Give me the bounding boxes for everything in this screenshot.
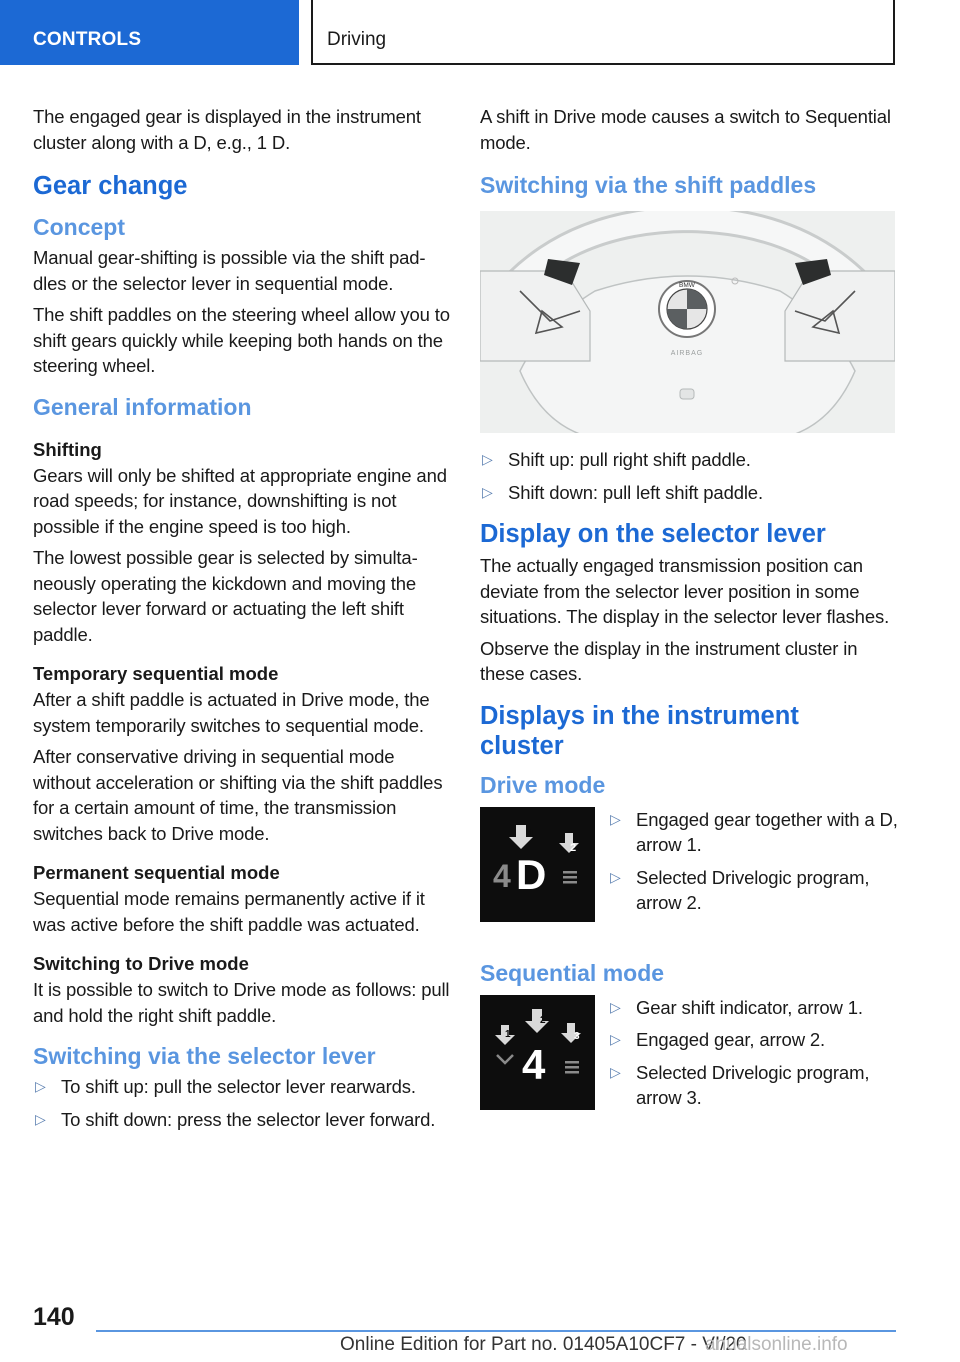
temp-seq-paragraph-2: After conservative driving in sequential mode without acceleration or shifting via the shift paddles for a certain amount of time, the transmission switches back to Drive mode. — [33, 746, 443, 844]
heading-switch-via-paddles: Switching via the shift paddles — [480, 172, 817, 198]
list-item: ▷ Engaged gear, arrow 2. — [608, 1027, 900, 1053]
heading-gear-change: Gear change — [33, 172, 188, 200]
heading-sequential-mode: Sequential mode — [480, 959, 665, 986]
drive-arrow-2-label: 2 — [570, 841, 577, 854]
heading-temporary-sequential: Temporary sequential mode — [33, 663, 279, 684]
list-item: ▷ Shift down: pull left shift paddle. — [480, 480, 900, 506]
list-item: ▷ Gear shift indicator, arrow 1. — [608, 995, 900, 1021]
bullet-icon: ▷ — [482, 451, 493, 467]
bullet-icon: ▷ — [610, 1063, 621, 1080]
bullet-icon: ▷ — [610, 868, 621, 885]
heading-shifting: Shifting — [33, 438, 102, 460]
seq-arrow-1-label: 1 — [505, 1028, 511, 1040]
concept-paragraph-2: The shift paddles on the steering wheel allow you to shift gears quickly while keeping both hands on the steering wheel. — [33, 304, 450, 376]
sequential-mode-display — [480, 995, 595, 1110]
temp-seq-paragraph-1: After a shift paddle is actuated in Drive mode, the system temporarily switches to sequential mode. — [33, 689, 430, 736]
heading-displays-instrument-cluster: Displays in the instrument cluster — [480, 701, 799, 760]
list-item: ▷ To shift up: pull the selector lever rearwards. — [33, 1074, 451, 1100]
wheel-logo-text: BMW — [679, 282, 695, 289]
heading-switch-to-drive: Switching to Drive mode — [33, 953, 249, 974]
list-item: ▷ Selected Drivelogic program, arrow 3. — [610, 1061, 870, 1108]
section-title: CONTROLS — [33, 29, 142, 50]
wheel-airbag-text: AIRBAG — [670, 350, 704, 357]
sequential-mode-row — [480, 995, 900, 1118]
seq-arrow-3-label: 3 — [574, 1030, 580, 1042]
heading-permanent-sequential: Permanent sequential mode — [33, 862, 280, 883]
lever-list — [33, 1074, 451, 1132]
display-lever-paragraph-2: Observe the display in the instrument cluster in these cases. — [480, 637, 858, 684]
steering-wheel-illustration — [480, 211, 895, 433]
bullet-icon: ▷ — [610, 998, 621, 1015]
section-tab — [0, 0, 299, 65]
heading-concept: Concept — [33, 214, 125, 240]
switch-drive-paragraph: It is possible to switch to Drive mode as follows: pull and hold the right shift paddle. — [33, 979, 450, 1026]
footer-divider — [96, 1330, 896, 1332]
drive-mode-display — [480, 807, 595, 922]
intro-paragraph-right: A shift in Drive mode causes a switch to Sequential mode. — [480, 106, 891, 153]
list-item: ▷ To shift down: press the selector lever forward. — [33, 1107, 451, 1133]
right-column — [480, 104, 900, 1118]
chapter-tab — [311, 0, 895, 65]
heading-drive-mode: Drive mode — [480, 771, 606, 798]
seq-gear-number: 4 — [522, 1040, 546, 1088]
drive-gear-number: 4 — [493, 857, 511, 894]
page-number: 140 — [33, 1303, 75, 1331]
bullet-icon: ▷ — [35, 1078, 46, 1094]
bullet-icon: ▷ — [610, 810, 621, 827]
sequential-mode-list — [608, 995, 900, 1118]
drive-mode-letter: D — [516, 850, 547, 898]
shifting-paragraph-2: The lowest possible gear is selected by simultaneously operating the kickdown and moving the selector lever forward or actuating the left shift paddle. — [33, 547, 418, 645]
chapter-title: Driving — [327, 29, 387, 50]
left-column — [33, 104, 451, 1139]
concept-paragraph-1: Manual gear-shifting is possible via the shift paddles or the selector lever in sequential mode. — [33, 247, 426, 294]
paddle-list — [480, 447, 900, 505]
list-item: ▷ Engaged gear together with a D, arrow 1. — [610, 808, 898, 855]
footer-edition: Online Edition for Part no. 01405A10CF7 - VI/20 — [340, 1334, 747, 1355]
watermark: anualsonline.info — [705, 1334, 848, 1355]
seq-arrow-2-label: 2 — [540, 1014, 546, 1026]
perm-seq-paragraph: Sequential mode remains permanently active if it was active before the shift paddle was actuated. — [33, 888, 425, 935]
heading-switch-via-lever: Switching via the selector lever — [33, 1043, 376, 1069]
intro-paragraph: The engaged gear is displayed in the instrument cluster along with a D, e.g., 1 D. — [33, 106, 421, 153]
shifting-paragraph-1: Gears will only be shifted at appropriate engine and road speeds; for instance, downshifting is not possible if the engine speed is too high. — [33, 464, 447, 537]
heading-general-information: General information — [33, 393, 252, 420]
list-item: ▷ Shift up: pull right shift paddle. — [480, 447, 900, 473]
drive-mode-row — [480, 807, 900, 923]
display-lever-paragraph-1: The actually engaged transmission position can deviate from the selector lever position in some situations. The display in the selector lever flashes. — [480, 555, 890, 627]
drive-arrow-1-label: 1 — [528, 827, 535, 840]
heading-display-selector-lever: Display on the selector lever — [480, 520, 826, 548]
drive-mode-list — [608, 807, 900, 923]
bullet-icon: ▷ — [35, 1110, 46, 1127]
list-item: ▷ Selected Drivelogic program, arrow 2. — [610, 866, 870, 913]
bullet-icon: ▷ — [610, 1031, 621, 1047]
bullet-icon: ▷ — [482, 483, 493, 500]
